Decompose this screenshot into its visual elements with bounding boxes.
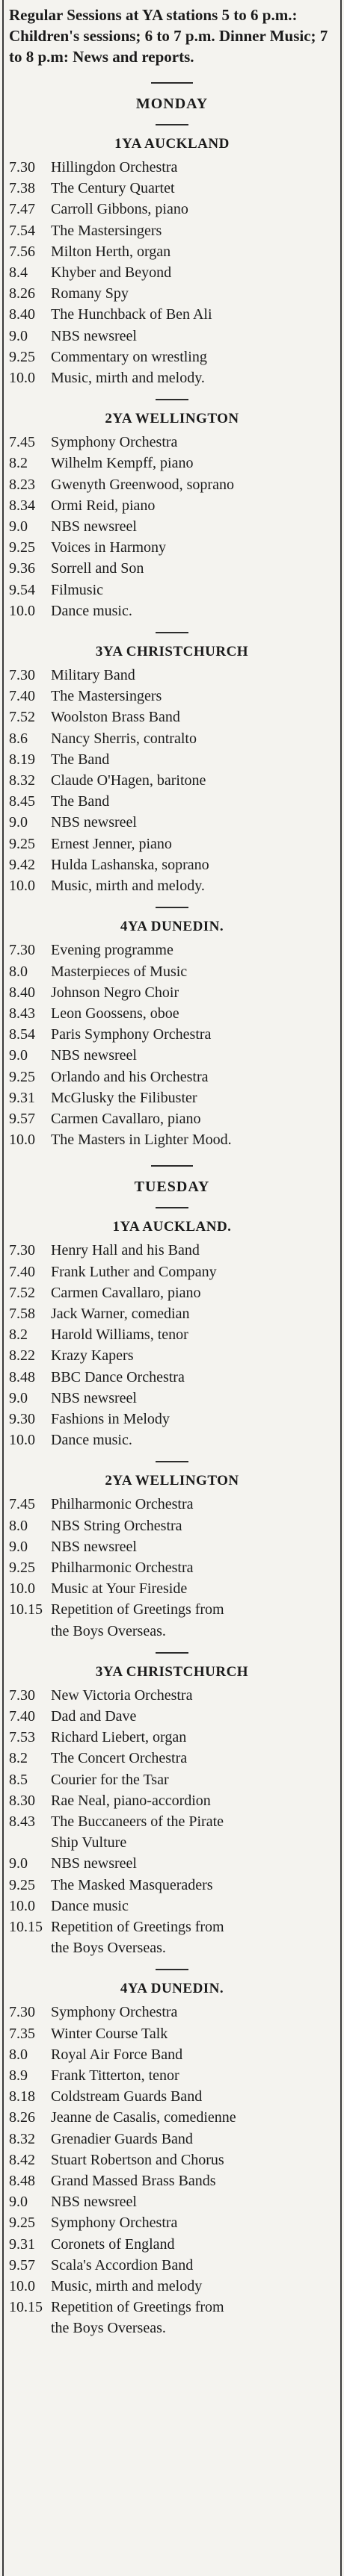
program-title: Filmusic	[51, 581, 104, 598]
program-title: Voices in Harmony	[51, 539, 167, 556]
program-title: NBS newsreel	[51, 1389, 137, 1406]
program-title: Wilhelm Kempff, piano	[51, 455, 194, 472]
program-row	[9, 686, 335, 707]
program-time: 9.25	[9, 1559, 35, 1576]
program-row	[9, 432, 335, 453]
program-row	[9, 1430, 335, 1450]
program-row	[9, 982, 335, 1003]
program-title: Repetition of Greetings from	[51, 2299, 224, 2316]
program-time: 7.58	[9, 1305, 35, 1322]
program-time: 7.40	[9, 1707, 35, 1725]
program-time: 8.6	[9, 730, 28, 747]
program-row	[9, 1748, 335, 1769]
program-time: 10.15	[9, 2299, 43, 2316]
program-title: The Hunchback of Ben Ali	[51, 306, 212, 323]
program-row	[9, 2150, 335, 2170]
program-time: 10.15	[9, 1601, 43, 1618]
program-title: Evening programme	[51, 942, 173, 959]
program-row	[9, 474, 335, 495]
program-title: Henry Hall and his Band	[51, 1242, 200, 1259]
program-time: 10.0	[9, 2278, 35, 2295]
program-row	[9, 2129, 335, 2150]
program-time: 8.40	[9, 306, 35, 323]
program-row	[9, 1917, 335, 1937]
program-row	[9, 1087, 335, 1108]
section-rule	[151, 82, 193, 84]
program-title: Coronets of England	[51, 2235, 175, 2253]
program-row	[9, 1515, 335, 1536]
program-time: 7.40	[9, 688, 35, 705]
program-title: Sorrell and Son	[51, 560, 144, 577]
program-time: 8.43	[9, 1005, 35, 1022]
program-title: The Masked Masqueraders	[51, 1876, 213, 1893]
program-title: Dance music.	[51, 602, 132, 619]
program-time: 8.48	[9, 1368, 35, 1385]
program-row	[9, 2276, 335, 2297]
program-title: Symphony Orchestra	[51, 2004, 178, 2021]
program-time: 8.26	[9, 2109, 35, 2126]
station-rule	[156, 1207, 188, 1208]
station-heading: 1YA AUCKLAND	[114, 136, 230, 152]
station-rule	[156, 1652, 188, 1654]
program-title: NBS String Orchestra	[51, 1517, 182, 1534]
program-title: Carmen Cavallaro, piano	[51, 1110, 201, 1127]
program-row	[9, 537, 335, 558]
program-time: 7.53	[9, 1729, 35, 1746]
program-time: 8.54	[9, 1026, 35, 1043]
program-time: 7.45	[9, 434, 35, 451]
program-row	[9, 516, 335, 537]
program-time: 8.19	[9, 751, 35, 768]
program-time: 7.54	[9, 222, 35, 239]
program-title: Milton Herth, organ	[51, 243, 171, 260]
station-heading: 2YA WELLINGTON	[105, 1473, 239, 1489]
program-row	[9, 241, 335, 262]
program-row	[9, 304, 335, 325]
program-title: Johnson Negro Choir	[51, 984, 179, 1001]
program-title: Harold Williams, tenor	[51, 1326, 188, 1344]
program-title: Repetition of Greetings from	[51, 1601, 224, 1618]
program-time: 9.57	[9, 1110, 35, 1127]
program-title: Courier for the Tsar	[51, 1771, 169, 1788]
program-time: 10.0	[9, 1580, 35, 1598]
program-time: 9.54	[9, 581, 35, 598]
program-row	[9, 1790, 335, 1811]
program-row	[9, 1045, 335, 1066]
program-time: 8.0	[9, 1517, 28, 1534]
program-time: 9.25	[9, 1876, 35, 1893]
program-title: NBS newsreel	[51, 1855, 137, 1872]
program-title: Repetition of Greetings from	[51, 1919, 224, 1936]
program-time: 10.0	[9, 370, 35, 387]
program-row	[9, 1108, 335, 1129]
program-title: Hulda Lashanska, soprano	[51, 856, 209, 873]
program-title: Krazy Kapers	[51, 1347, 134, 1365]
program-title: The Band	[51, 751, 110, 768]
program-time: 9.36	[9, 560, 35, 577]
program-row	[9, 665, 335, 686]
program-row	[9, 1578, 335, 1599]
program-row	[9, 326, 335, 347]
program-row	[9, 2170, 335, 2191]
program-row	[9, 1875, 335, 1896]
program-title: Frank Luther and Company	[51, 1263, 217, 1280]
program-time: 8.0	[9, 2046, 28, 2063]
program-row	[9, 1345, 335, 1366]
program-title: Rae Neal, piano-accordion	[51, 1792, 211, 1809]
program-time: 9.57	[9, 2256, 35, 2274]
program-title: Woolston Brass Band	[51, 709, 180, 726]
program-time: 8.2	[9, 455, 28, 472]
program-title: Coldstream Guards Band	[51, 2088, 203, 2105]
program-row	[9, 1388, 335, 1409]
program-title: Music, mirth and melody.	[51, 878, 205, 895]
program-row	[9, 157, 335, 178]
program-time: 8.32	[9, 772, 35, 789]
program-row	[9, 1727, 335, 1748]
program-row	[9, 1706, 335, 1727]
program-title: Jeanne de Casalis, comedienne	[51, 2109, 236, 2126]
program-row	[9, 707, 335, 727]
program-row	[9, 728, 335, 749]
program-title: Carroll Gibbons, piano	[51, 201, 188, 218]
program-time: 7.56	[9, 243, 35, 260]
program-title: Carmen Cavallaro, piano	[51, 1284, 201, 1301]
program-time: 10.0	[9, 1432, 35, 1449]
program-title: Ernest Jenner, piano	[51, 835, 172, 852]
program-time: 9.31	[9, 2235, 35, 2253]
station-rule	[156, 632, 188, 633]
program-title: NBS newsreel	[51, 814, 137, 831]
program-time: 7.30	[9, 667, 35, 684]
program-time: 8.2	[9, 1326, 28, 1344]
program-time: 9.25	[9, 539, 35, 556]
program-row	[9, 875, 335, 896]
program-title: Gwenyth Greenwood, soprano	[51, 476, 234, 493]
program-row	[9, 1557, 335, 1578]
station-rule	[156, 124, 188, 125]
program-time: 7.45	[9, 1496, 35, 1513]
program-row	[9, 1129, 335, 1150]
program-row	[9, 940, 335, 960]
program-time: 8.0	[9, 963, 28, 980]
program-time: 9.0	[9, 518, 28, 536]
program-row	[9, 1811, 335, 1832]
program-time: 9.25	[9, 348, 35, 365]
program-row	[9, 961, 335, 982]
program-time: 10.0	[9, 1897, 35, 1914]
program-row	[9, 2086, 335, 2107]
program-row	[9, 1324, 335, 1345]
program-time: 10.0	[9, 602, 35, 619]
program-continuation: the Boys Overseas.	[51, 2320, 166, 2337]
program-title: Richard Liebert, organ	[51, 1729, 187, 1746]
program-continuation: the Boys Overseas.	[51, 1622, 166, 1639]
program-title: The Mastersingers	[51, 688, 162, 705]
program-time: 8.42	[9, 2151, 35, 2168]
program-title: Ormi Reid, piano	[51, 497, 156, 514]
program-row	[9, 1367, 335, 1388]
program-row	[9, 367, 335, 388]
program-time: 8.32	[9, 2130, 35, 2147]
program-time: 8.34	[9, 497, 35, 514]
program-row	[9, 1853, 335, 1874]
program-time: 7.38	[9, 180, 35, 197]
program-title: The Concert Orchestra	[51, 1750, 188, 1767]
program-row	[9, 347, 335, 367]
station-heading: 2YA WELLINGTON	[105, 411, 239, 427]
program-time: 10.15	[9, 1919, 43, 1936]
program-time: 7.40	[9, 1263, 35, 1280]
program-title: Romany Spy	[51, 285, 129, 302]
program-row	[9, 2255, 335, 2276]
program-time: 9.25	[9, 835, 35, 852]
program-title: NBS newsreel	[51, 1047, 137, 1064]
column-rule-right	[340, 0, 342, 2576]
program-time: 9.0	[9, 1538, 28, 1555]
program-time: 8.4	[9, 264, 28, 282]
program-time: 7.30	[9, 942, 35, 959]
program-time: 9.0	[9, 814, 28, 831]
program-title: Stuart Robertson and Chorus	[51, 2151, 224, 2168]
program-title: Royal Air Force Band	[51, 2046, 183, 2063]
station-rule	[156, 399, 188, 400]
program-row	[9, 495, 335, 516]
program-time: 9.25	[9, 2215, 35, 2232]
program-row	[9, 749, 335, 770]
program-title: Winter Course Talk	[51, 2025, 168, 2042]
program-row	[9, 199, 335, 220]
program-title: Symphony Orchestra	[51, 2215, 178, 2232]
program-row	[9, 262, 335, 283]
program-time: 9.30	[9, 1410, 35, 1427]
program-title: NBS newsreel	[51, 2194, 137, 2211]
listings-content	[9, 4, 335, 2339]
program-row	[9, 2297, 335, 2318]
program-title: Claude O'Hagen, baritone	[51, 772, 206, 789]
program-title: Grand Massed Brass Bands	[51, 2173, 216, 2190]
program-time: 9.0	[9, 1047, 28, 1064]
program-time: 8.22	[9, 1347, 35, 1365]
day-heading: MONDAY	[135, 96, 209, 112]
station-heading: 4YA DUNEDIN.	[120, 1981, 224, 1997]
program-row	[9, 600, 335, 621]
day-heading: TUESDAY	[134, 1179, 210, 1196]
program-title: Jack Warner, comedian	[51, 1305, 190, 1322]
program-row	[9, 791, 335, 812]
program-title: Fashions in Melody	[51, 1410, 170, 1427]
program-row	[9, 220, 335, 241]
program-row	[9, 1024, 335, 1045]
program-title: McGlusky the Filibuster	[51, 1089, 197, 1106]
program-title: Dance music.	[51, 1432, 132, 1449]
station-rule	[156, 1969, 188, 1970]
program-row	[9, 1261, 335, 1282]
program-title: Music at Your Fireside	[51, 1580, 188, 1598]
program-title: Leon Goossens, oboe	[51, 1005, 179, 1022]
program-title: Frank Titterton, tenor	[51, 2067, 179, 2085]
program-title: Khyber and Beyond	[51, 264, 172, 282]
program-time: 9.0	[9, 1855, 28, 1872]
program-row	[9, 2107, 335, 2128]
program-row	[9, 2044, 335, 2065]
program-title: Nancy Sherris, contralto	[51, 730, 197, 747]
program-time: 9.31	[9, 1089, 35, 1106]
program-time: 8.40	[9, 984, 35, 1001]
program-title: Paris Symphony Orchestra	[51, 1026, 212, 1043]
program-row	[9, 1303, 335, 1324]
program-title: The Buccaneers of the Pirate	[51, 1813, 224, 1830]
program-row	[9, 834, 335, 854]
program-row	[9, 1896, 335, 1917]
program-title: NBS newsreel	[51, 1538, 137, 1555]
program-title: Symphony Orchestra	[51, 434, 178, 451]
program-title: Military Band	[51, 667, 135, 684]
program-row	[9, 1003, 335, 1024]
program-title: Music, mirth and melody.	[51, 370, 205, 387]
program-row	[9, 1282, 335, 1303]
program-title: Hillingdon Orchestra	[51, 159, 178, 176]
program-row	[9, 1240, 335, 1261]
program-time: 7.35	[9, 2025, 35, 2042]
program-title: Music, mirth and melody	[51, 2278, 203, 2295]
program-row	[9, 453, 335, 474]
program-title: The Band	[51, 793, 110, 810]
program-row	[9, 2234, 335, 2255]
program-title: New Victoria Orchestra	[51, 1686, 193, 1704]
program-time: 8.48	[9, 2173, 35, 2190]
program-title: Masterpieces of Music	[51, 963, 188, 980]
program-time: 7.30	[9, 1686, 35, 1704]
program-time: 7.30	[9, 1242, 35, 1259]
program-time: 9.0	[9, 1389, 28, 1406]
program-time: 9.0	[9, 2194, 28, 2211]
intro-paragraph: Regular Sessions at YA stations 5 to 6 p.m.: Children's sessions; 6 to 7 p.m. Dinner Music; 7 to 8 p.m: News and reports.	[9, 6, 328, 66]
program-row	[9, 812, 335, 833]
program-time: 8.18	[9, 2088, 35, 2105]
program-time: 8.23	[9, 476, 35, 493]
program-title: Grenadier Guards Band	[51, 2130, 193, 2147]
program-row	[9, 854, 335, 875]
program-title: NBS newsreel	[51, 327, 137, 344]
program-title: BBC Dance Orchestra	[51, 1368, 185, 1385]
section-rule	[151, 1165, 193, 1167]
program-title: Commentary on wrestling	[51, 348, 207, 365]
station-heading: 3YA CHRISTCHURCH	[95, 644, 249, 660]
station-heading: 1YA AUCKLAND.	[112, 1219, 232, 1235]
program-row	[9, 1494, 335, 1515]
program-row	[9, 1536, 335, 1557]
program-row	[9, 1599, 335, 1620]
program-title: Dance music	[51, 1897, 129, 1914]
program-time: 8.45	[9, 793, 35, 810]
program-time: 8.5	[9, 1771, 28, 1788]
program-time: 7.30	[9, 2004, 35, 2021]
program-time: 7.47	[9, 201, 35, 218]
program-title: Dad and Dave	[51, 1707, 137, 1725]
program-row	[9, 2191, 335, 2212]
program-title: The Century Quartet	[51, 180, 175, 197]
program-title: The Masters in Lighter Mood.	[51, 1132, 232, 1149]
station-heading: 4YA DUNEDIN.	[120, 919, 224, 935]
program-title: Orlando and his Orchestra	[51, 1068, 209, 1085]
program-row	[9, 580, 335, 600]
program-title: The Mastersingers	[51, 222, 162, 239]
program-title: Scala's Accordion Band	[51, 2256, 194, 2274]
program-time: 8.26	[9, 285, 35, 302]
program-time: 8.9	[9, 2067, 28, 2085]
program-row	[9, 2002, 335, 2023]
program-title: NBS newsreel	[51, 518, 137, 536]
program-title: Philharmonic Orchestra	[51, 1559, 194, 1576]
program-time: 7.52	[9, 709, 35, 726]
program-row	[9, 1067, 335, 1087]
program-continuation: Ship Vulture	[51, 1834, 127, 1852]
program-time: 9.0	[9, 327, 28, 344]
program-time: 8.30	[9, 1792, 35, 1809]
program-row	[9, 1769, 335, 1790]
program-row	[9, 2212, 335, 2233]
program-title: Philharmonic Orchestra	[51, 1496, 194, 1513]
program-time: 7.30	[9, 159, 35, 176]
program-time: 8.43	[9, 1813, 35, 1830]
program-row	[9, 178, 335, 199]
program-row	[9, 558, 335, 579]
program-row	[9, 2023, 335, 2044]
program-time: 8.2	[9, 1750, 28, 1767]
station-rule	[156, 1461, 188, 1462]
program-row	[9, 1685, 335, 1706]
station-rule	[156, 907, 188, 908]
station-heading: 3YA CHRISTCHURCH	[95, 1663, 249, 1680]
program-row	[9, 1409, 335, 1430]
program-time: 10.0	[9, 1132, 35, 1149]
program-row	[9, 283, 335, 304]
program-continuation: the Boys Overseas.	[51, 1940, 166, 1957]
program-time: 9.25	[9, 1068, 35, 1085]
column-rule-left	[2, 0, 4, 2576]
program-time: 9.42	[9, 856, 35, 873]
program-row	[9, 2065, 335, 2086]
program-time: 7.52	[9, 1284, 35, 1301]
program-time: 10.0	[9, 878, 35, 895]
program-row	[9, 770, 335, 791]
